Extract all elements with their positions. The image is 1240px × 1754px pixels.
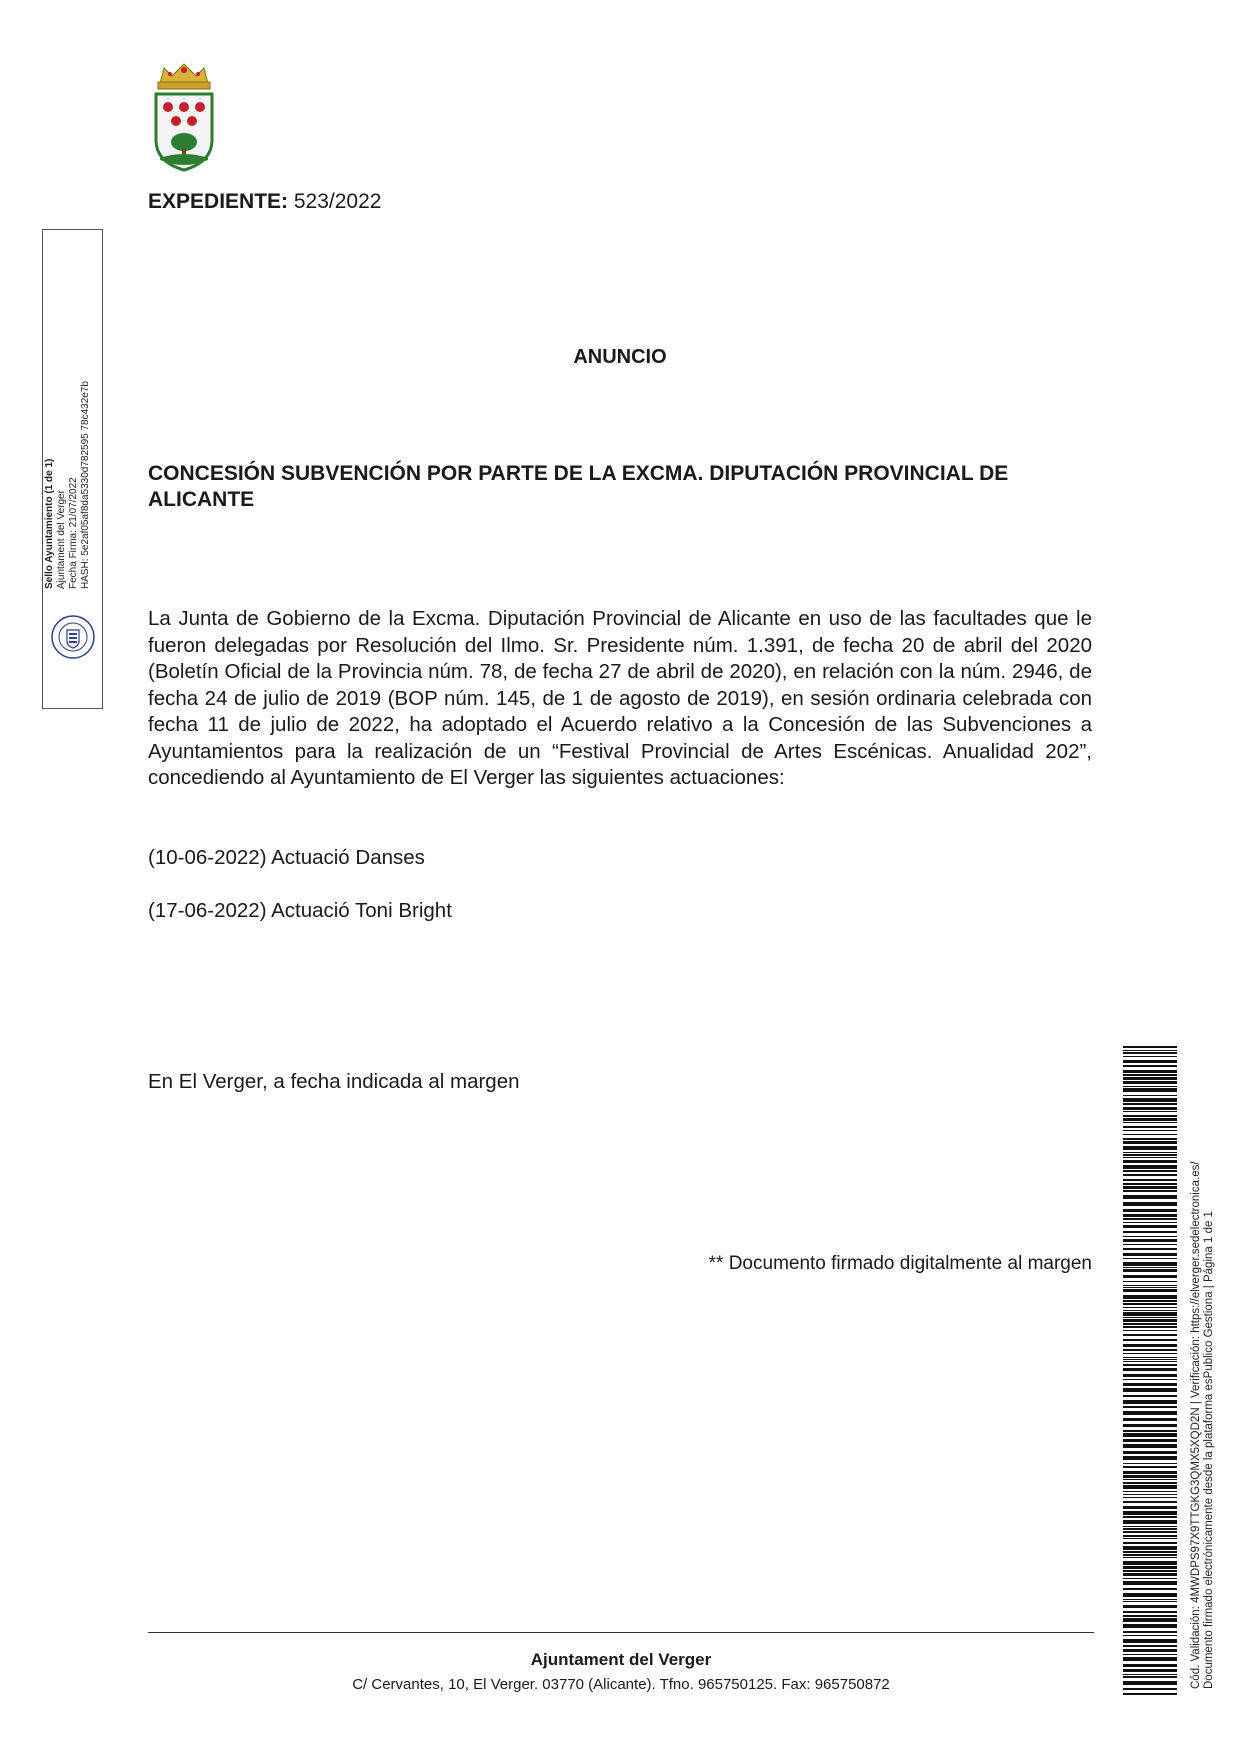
expediente-label: EXPEDIENTE: — [148, 190, 289, 213]
footer-divider — [148, 1632, 1094, 1633]
seal-line: Sello Ayuntamiento (1 de 1) — [44, 458, 55, 589]
subject-heading: CONCESIÓN SUBVENCIÓN POR PARTE DE LA EXCMA. DIPUTACIÓN PROVINCIAL DE ALICANTE — [148, 462, 1009, 511]
barcode-icon — [1123, 1046, 1177, 1696]
seal-line: Fecha Firma: 21/07/2022 — [68, 477, 79, 589]
signed-note: ** Documento firmado digitalmente al margen — [708, 1253, 1092, 1274]
verification-text — [1190, 1049, 1216, 1689]
document-title: ANUNCIO — [573, 346, 667, 368]
place-date-line: En El Verger, a fecha indicada al margen — [148, 1070, 520, 1093]
footer-address: C/ Cervantes, 10, El Verger. 03770 (Alicante). Tfno. 965750125. Fax: 965750872 — [352, 1676, 890, 1693]
body-paragraph: La Junta de Gobierno de la Excma. Diputación Provincial de Alicante en uso de las facultades que le fueron delegadas por Resolución del Ilmo. Sr. Presidente núm. 1.391, de fecha 20 de abril del 2020 (Boletín Oficial de la Provincia núm. 78, de fecha 27 de abril de 2020), en relación con la núm. 2946, de fecha 24 de julio de 2019 (BOP núm. 145, de 1 de agosto de 2019), en sesión ordinaria celebrada con fecha 11 de julio de 2022, ha adoptado el Acuerdo relativo a la Concesión de las Subvenciones a Ayuntamientos para la realización de un “Festival Provincial de Artes Escénicas. Anualidad 202”, concediendo al Ayuntamiento de El Verger las siguientes actuaciones: — [148, 607, 1092, 789]
seal-line: Ajuntament del Verger — [56, 490, 67, 589]
actuacion-item: (10-06-2022) Actuació Danses — [148, 846, 425, 869]
footer-name: Ajuntament del Verger — [530, 1650, 712, 1669]
coat-of-arms-icon — [150, 62, 218, 172]
verification-line: Cód. Validación: 4MWDPS97X9TTGKG3QMX5XQD2N | Verificación: https://elverger.sedelectronica.es/ — [1190, 1161, 1202, 1689]
expediente-line — [148, 190, 381, 214]
actuacion-item: (17-06-2022) Actuació Toni Bright — [148, 899, 452, 922]
seal-line: HASH: 5e2af05af8da5330d782595 78c432e7b — [80, 381, 91, 589]
seal-text — [44, 349, 92, 589]
municipal-stamp-icon — [50, 614, 96, 660]
verification-line: Documento firmado electrónicamente desde la plataforma esPublico Gestiona | Página 1 de 1 — [1203, 1211, 1215, 1689]
expediente-value: 523/2022 — [293, 190, 382, 213]
